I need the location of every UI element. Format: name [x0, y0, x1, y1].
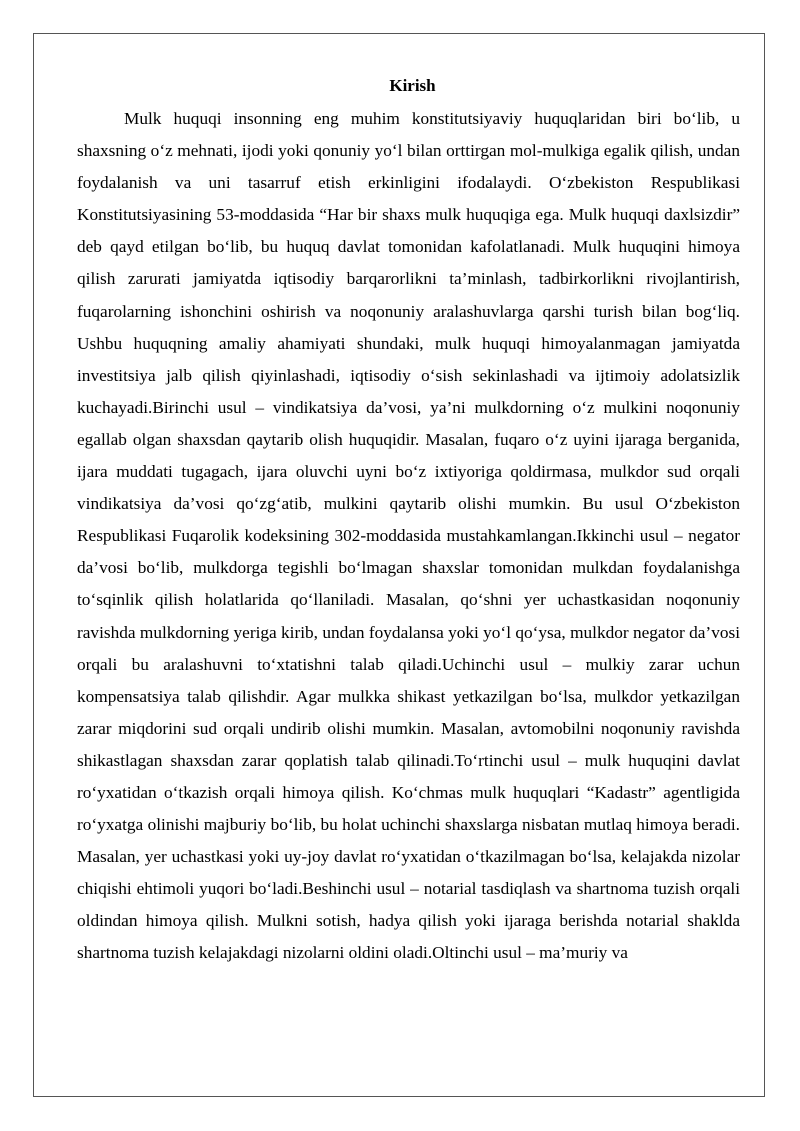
page-title: Kirish [389, 76, 436, 95]
document-body [77, 72, 740, 970]
body-paragraph: Mulk huquqi insonning eng muhim konstitutsiyaviy huquqlaridan biri bo‘lib, u shaxsning o‘z mehnati, ijodi yoki qonuniy yo‘l bilan orttirgan mol-mulkiga egalik qilish, undan foydalanish va uni tasarruf etish erkinligini ifodalaydi. O‘zbekiston Respublikasi Konstitutsiyasining 53-moddasida “Har bir shaxs mulk huquqiga ega. Mulk huquqi daxlsizdir” deb qayd etilgan bo‘lib, bu huquq davlat tomonidan kafolatlanadi. Mulk huquqini himoya qilish zarurati jamiyatda iqtisodiy barqarorlikni ta’minlash, tadbirkorlikni rivojlantirish, fuqarolarning ishonchini oshirish va noqonuniy aralashuvlarga qarshi turish bilan bog‘liq. Ushbu huquqning amaliy ahamiyati shundaki, mulk huquqi himoyalanmagan jamiyatda investitsiya jalb qilish qiyinlashadi, iqtisodiy o‘sish sekinlashadi va ijtimoiy adolatsizlik kuchayadi.Birinchi usul – vindikatsiya da’vosi, ya’ni mulkdorning o‘z mulkini noqonuniy egallab olgan shaxsdan qaytarib olish huquqidir. Masalan, fuqaro o‘z uyini ijaraga berganida, ijara muddati tugagach, ijara oluvchi uyni bo‘z ixtiyoriga qoldirmasa, mulkdor sud orqali vindikatsiya da’vosi qo‘zg‘atib, mulkini qaytarib olishi mumkin. Bu usul O‘zbekiston Respublikasi Fuqarolik kodeksining 302-moddasida mustahkamlangan.Ikkinchi usul – negator da’vosi bo‘lib, mulkdorga tegishli bo‘lmagan shaxslar tomonidan mulkdan foydalanishga to‘sqinlik qilish holatlarida qo‘llaniladi. Masalan, qo‘shni yer uchastkasidan noqonuniy ravishda mulkdorning yeriga kirib, undan foydalansa yoki yo‘l qo‘ysa, mulkdor negator da’vosi orqali bu aralashuvni to‘xtatishni talab qiladi.Uchinchi usul – mulkiy zarar uchun kompensatsiya talab qilishdir. Agar mulkka shikast yetkazilgan bo‘lsa, mulkdor yetkazilgan zarar miqdorini sud orqali undirib olishi mumkin. Masalan, avtomobilni noqonuniy ravishda shikastlagan shaxsdan zarar qoplatish talab qilinadi.To‘rtinchi usul – mulk huquqini davlat ro‘yxatidan o‘tkazish orqali himoya qilish. Ko‘chmas mulk huquqlari “Kadastr” agentligida ro‘yxatga olinishi majburiy bo‘lib, bu holat uchinchi shaxslarga nisbatan mutlaq himoya beradi. Masalan, yer uchastkasi yoki uy-joy davlat ro‘yxatidan o‘tkazilmagan bo‘lsa, kelajakda nizolar chiqishi ehtimoli yuqori bo‘ladi.Beshinchi usul – notarial tasdiqlash va shartnoma tuzish orqali oldindan himoya qilish. Mulkni sotish, hadya qilish yoki ijaraga berishda notarial shaklda shartnoma tuzish kelajakdagi nizolarni oldini oladi.Oltinchi usul – ma’muriy va [77, 109, 740, 963]
